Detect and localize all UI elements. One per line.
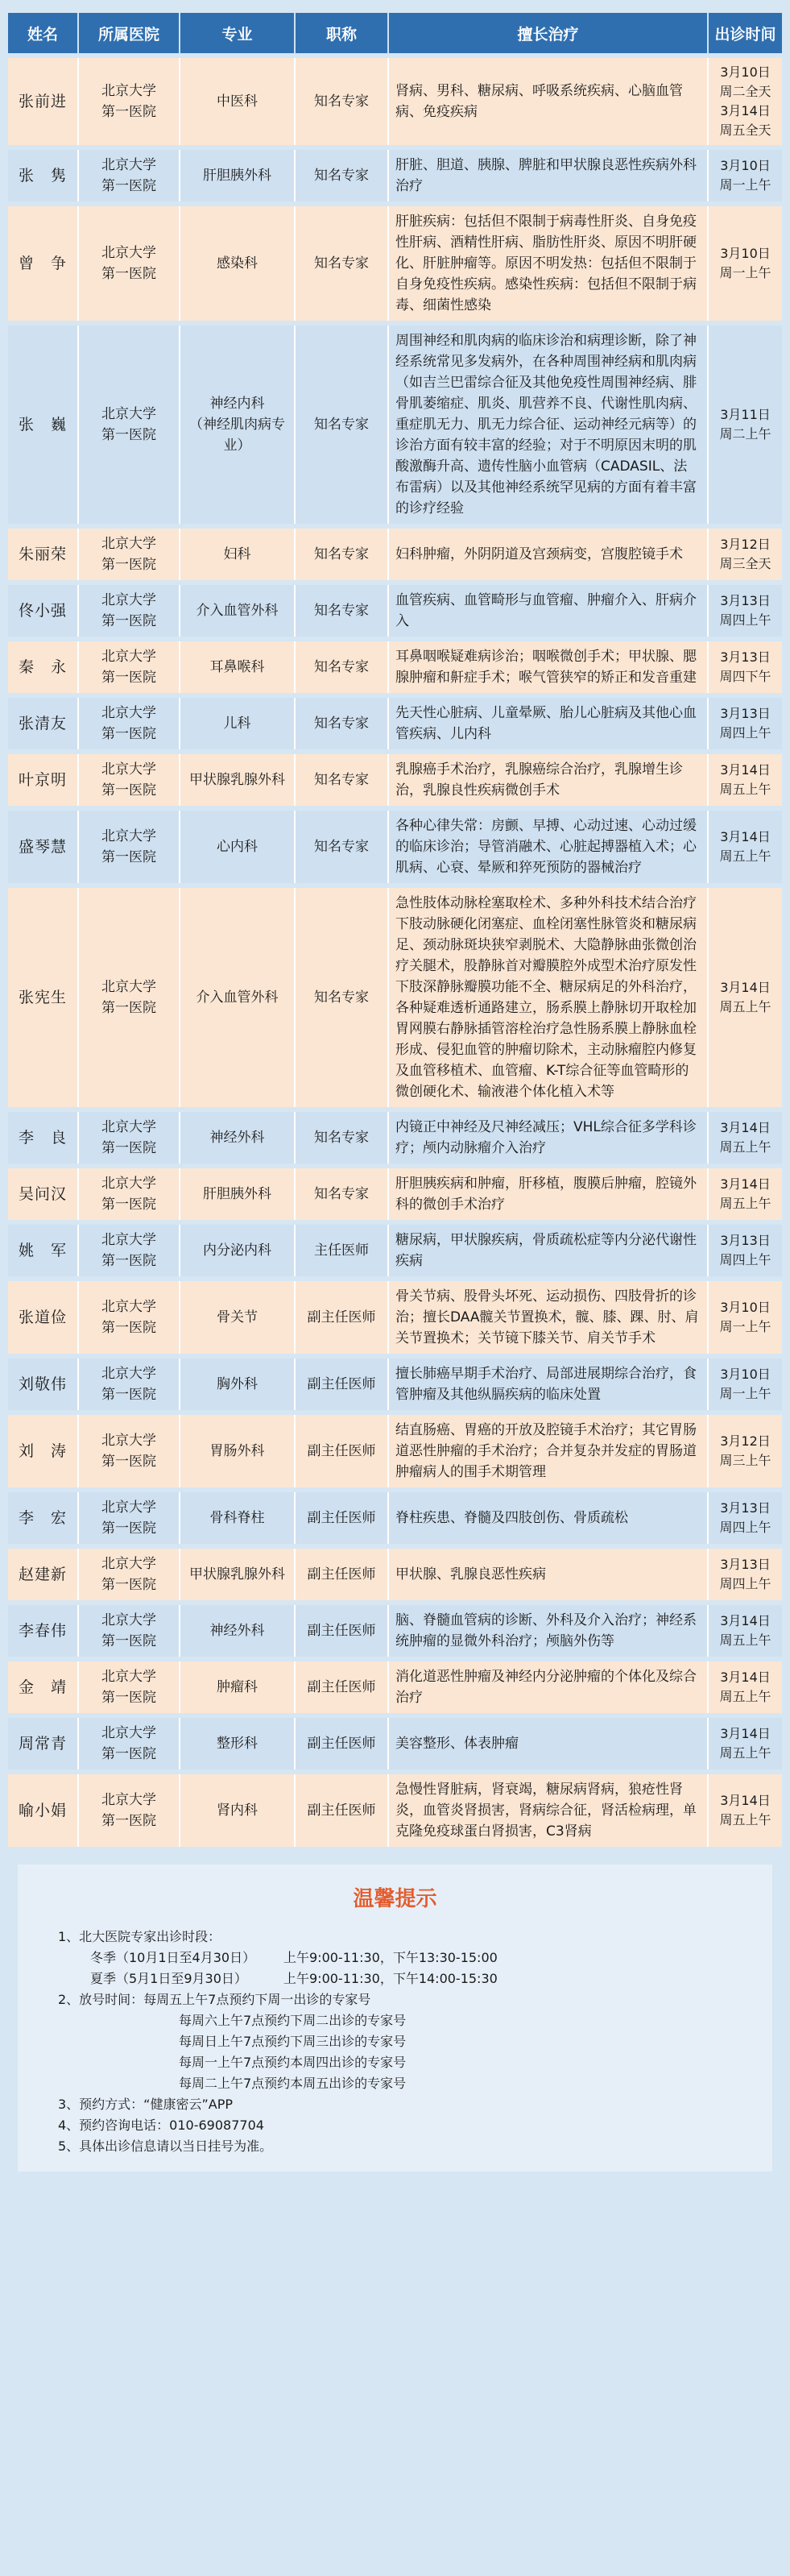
job-title: 主任医师 xyxy=(294,1225,387,1276)
table-row xyxy=(8,1774,782,1847)
specialty-text: 甲状腺、乳腺良恶性疾病 xyxy=(387,1549,707,1600)
clinic-time: 3月10日 周一上午 xyxy=(707,206,782,321)
specialty-text: 先天性心脏病、儿童晕厥、胎儿心脏病及其他心血管疾病、儿内科 xyxy=(387,698,707,749)
department: 肾内科 xyxy=(179,1774,294,1847)
notice-summer-hours xyxy=(58,1968,732,1989)
specialty-text: 肝胆胰疾病和肿瘤，肝移植，腹膜后肿瘤，腔镜外科的微创手术治疗 xyxy=(387,1168,707,1220)
table-row xyxy=(8,811,782,883)
department: 整形科 xyxy=(179,1718,294,1769)
notice-item-3: 3、预约方式：“健康密云”APP xyxy=(58,2097,234,2112)
doctor-name: 刘敬伟 xyxy=(8,1359,77,1410)
notice-item-2-line: 每周一上午7点预约本周四出诊的专家号 xyxy=(179,2055,407,2070)
clinic-time: 3月14日 周五上午 xyxy=(707,1605,782,1657)
clinic-time: 3月14日 周五上午 xyxy=(707,1661,782,1713)
doctor-name: 张 隽 xyxy=(8,150,77,201)
doctor-name: 姚 军 xyxy=(8,1225,77,1276)
hospital-name: 北京大学 第一医院 xyxy=(77,698,179,749)
department: 骨科脊柱 xyxy=(179,1492,294,1544)
job-title: 知名专家 xyxy=(294,529,387,580)
table-row xyxy=(8,206,782,321)
clinic-time: 3月10日 周一上午 xyxy=(707,150,782,201)
clinic-time: 3月13日 周四上午 xyxy=(707,698,782,749)
specialty-text: 擅长肺癌早期手术治疗、局部进展期综合治疗，食管肿瘤及其他纵膈疾病的临床处置 xyxy=(387,1359,707,1410)
header-department: 专业 xyxy=(179,13,294,53)
clinic-time: 3月12日 周三上午 xyxy=(707,1415,782,1487)
job-title: 副主任医师 xyxy=(294,1549,387,1600)
table-row xyxy=(8,1605,782,1657)
doctor-name: 李 宏 xyxy=(8,1492,77,1544)
table-row xyxy=(8,58,782,145)
table-row xyxy=(8,1112,782,1164)
winter-season: 冬季（10月1日至4月30日） xyxy=(90,1950,256,1965)
header-specialty: 擅长治疗 xyxy=(387,13,707,53)
doctor-name: 李 良 xyxy=(8,1112,77,1164)
hospital-name: 北京大学 第一医院 xyxy=(77,754,179,806)
department: 中医科 xyxy=(179,58,294,145)
doctor-name: 张道俭 xyxy=(8,1281,77,1354)
clinic-time: 3月11日 周二上午 xyxy=(707,326,782,524)
table-row xyxy=(8,1225,782,1276)
table-body xyxy=(8,58,782,1847)
doctor-name: 吴问汉 xyxy=(8,1168,77,1220)
department: 胸外科 xyxy=(179,1359,294,1410)
department: 介入血管外科 xyxy=(179,585,294,637)
department: 神经内科 （神经肌肉病专业） xyxy=(179,326,294,524)
department: 甲状腺乳腺外科 xyxy=(179,1549,294,1600)
hospital-name: 北京大学 第一医院 xyxy=(77,1718,179,1769)
clinic-time: 3月10日 周一上午 xyxy=(707,1359,782,1410)
doctor-name: 喻小娟 xyxy=(8,1774,77,1847)
clinic-time: 3月13日 周四上午 xyxy=(707,585,782,637)
hospital-name: 北京大学 第一医院 xyxy=(77,811,179,883)
doctor-name: 金 靖 xyxy=(8,1661,77,1713)
table-row xyxy=(8,150,782,201)
job-title: 副主任医师 xyxy=(294,1718,387,1769)
hospital-name: 北京大学 第一医院 xyxy=(77,1492,179,1544)
hospital-name: 北京大学 第一医院 xyxy=(77,1661,179,1713)
job-title: 知名专家 xyxy=(294,811,387,883)
specialty-text: 血管疾病、血管畸形与血管瘤、肿瘤介入、肝病介入 xyxy=(387,585,707,637)
hospital-name: 北京大学 第一医院 xyxy=(77,58,179,145)
notice-item-2-line: 每周六上午7点预约下周二出诊的专家号 xyxy=(179,2013,407,2028)
doctor-name: 周常青 xyxy=(8,1718,77,1769)
specialty-text: 乳腺癌手术治疗，乳腺癌综合治疗，乳腺增生诊治，乳腺良性疾病微创手术 xyxy=(387,754,707,806)
department: 胃肠外科 xyxy=(179,1415,294,1487)
clinic-time: 3月13日 周四上午 xyxy=(707,1492,782,1544)
summer-hours: 上午9:00-11:30，下午14:00-15:30 xyxy=(283,1971,498,1986)
table-row xyxy=(8,641,782,693)
clinic-time: 3月14日 周五上午 xyxy=(707,1168,782,1220)
hospital-name: 北京大学 第一医院 xyxy=(77,1281,179,1354)
specialty-text: 脊柱疾患、脊髓及四肢创伤、骨质疏松 xyxy=(387,1492,707,1544)
clinic-time: 3月13日 周四下午 xyxy=(707,641,782,693)
table-row xyxy=(8,1359,782,1410)
header-title: 职称 xyxy=(294,13,387,53)
specialty-text: 骨关节病、股骨头坏死、运动损伤、四肢骨折的诊治；擅长DAA髋关节置换术，髋、膝、踝、肘、肩关节置换术；关节镜下膝关节、肩关节手术 xyxy=(387,1281,707,1354)
doctor-name: 张前进 xyxy=(8,58,77,145)
table-row xyxy=(8,888,782,1107)
doctor-name: 秦 永 xyxy=(8,641,77,693)
department: 神经外科 xyxy=(179,1112,294,1164)
doctor-name: 佟小强 xyxy=(8,585,77,637)
job-title: 知名专家 xyxy=(294,698,387,749)
winter-hours: 上午9:00-11:30，下午13:30-15:00 xyxy=(283,1950,498,1965)
department: 耳鼻喉科 xyxy=(179,641,294,693)
header-hospital: 所属医院 xyxy=(77,13,179,53)
clinic-time: 3月10日 周二全天 3月14日 周五全天 xyxy=(707,58,782,145)
clinic-time: 3月12日 周三全天 xyxy=(707,529,782,580)
department: 甲状腺乳腺外科 xyxy=(179,754,294,806)
table-row xyxy=(8,326,782,524)
table-row xyxy=(8,1492,782,1544)
schedule-table xyxy=(8,8,782,1852)
table-row xyxy=(8,1549,782,1600)
table-row xyxy=(8,754,782,806)
job-title: 知名专家 xyxy=(294,585,387,637)
job-title: 副主任医师 xyxy=(294,1281,387,1354)
notice-item-2: 2、放号时间：每周五上午7点预约下周一出诊的专家号 xyxy=(58,1992,371,2007)
doctor-name: 赵建新 xyxy=(8,1549,77,1600)
doctor-name: 盛琴慧 xyxy=(8,811,77,883)
department: 介入血管外科 xyxy=(179,888,294,1107)
hospital-name: 北京大学 第一医院 xyxy=(77,1605,179,1657)
job-title: 知名专家 xyxy=(294,888,387,1107)
clinic-time: 3月14日 周五上午 xyxy=(707,1112,782,1164)
clinic-time: 3月14日 周五上午 xyxy=(707,811,782,883)
doctor-name: 张宪生 xyxy=(8,888,77,1107)
doctor-name: 张清友 xyxy=(8,698,77,749)
hospital-name: 北京大学 第一医院 xyxy=(77,1415,179,1487)
department: 妇科 xyxy=(179,529,294,580)
clinic-time: 3月14日 周五上午 xyxy=(707,1718,782,1769)
hospital-name: 北京大学 第一医院 xyxy=(77,326,179,524)
specialty-text: 结直肠癌、胃癌的开放及腔镜手术治疗；其它胃肠道恶性肿瘤的手术治疗；合并复杂并发症的胃肠道肿瘤病人的围手术期管理 xyxy=(387,1415,707,1487)
job-title: 知名专家 xyxy=(294,326,387,524)
clinic-time: 3月14日 周五上午 xyxy=(707,888,782,1107)
table-row xyxy=(8,1661,782,1713)
notice-title: 温馨提示 xyxy=(353,1887,437,1911)
specialty-text: 耳鼻咽喉疑难病诊治；咽喉微创手术；甲状腺、腮腺肿瘤和鼾症手术；喉气管狭窄的矫正和发音重建 xyxy=(387,641,707,693)
hospital-name: 北京大学 第一医院 xyxy=(77,1549,179,1600)
specialty-text: 妇科肿瘤，外阴阴道及宫颈病变，宫腹腔镜手术 xyxy=(387,529,707,580)
clinic-time: 3月13日 周四上午 xyxy=(707,1549,782,1600)
hospital-name: 北京大学 第一医院 xyxy=(77,1112,179,1164)
clinic-time: 3月14日 周五上午 xyxy=(707,1774,782,1847)
job-title: 副主任医师 xyxy=(294,1661,387,1713)
specialty-text: 肝脏疾病：包括但不限制于病毒性肝炎、自身免疫性肝病、酒精性肝病、脂肪性肝炎、原因不明肝硬化、肝脏肿瘤等。原因不明发热：包括但不限制于自身免疫性疾病。感染性疾病：包括但不限制于病毒、细菌性感染 xyxy=(387,206,707,321)
hospital-name: 北京大学 第一医院 xyxy=(77,206,179,321)
doctor-name: 李春伟 xyxy=(8,1605,77,1657)
specialty-text: 肾病、男科、糖尿病、呼吸系统疾病、心脑血管病、免疫疾病 xyxy=(387,58,707,145)
specialty-text: 周围神经和肌肉病的临床诊治和病理诊断，除了神经系统常见多发病外，在各种周围神经病和肌肉病（如吉兰巴雷综合征及其他免疫性周围神经病、腓骨肌萎缩症、肌炎、肌营养不良、代谢性肌肉病、重症肌无力、肌无力综合征、运动神经元病等）的诊治方面有较丰富的经验；对于不明原因末明的肌酸激酶升高、遗传性脑小血管病（CADASIL、法布雷病）以及其他神经系统罕见病的方面有着丰富的诊疗经验 xyxy=(387,326,707,524)
notice-item-5: 5、具体出诊信息请以当日挂号为准。 xyxy=(58,2138,273,2154)
notice-item-4: 4、预约咨询电话：010-69087704 xyxy=(58,2118,264,2133)
summer-season: 夏季（5月1日至9月30日） xyxy=(90,1971,247,1986)
notice-winter-hours xyxy=(58,1948,732,1968)
department: 肝胆胰外科 xyxy=(179,1168,294,1220)
doctor-name: 刘 涛 xyxy=(8,1415,77,1487)
header-name: 姓名 xyxy=(8,13,77,53)
job-title: 副主任医师 xyxy=(294,1774,387,1847)
header-time: 出诊时间 xyxy=(707,13,782,53)
department: 肝胆胰外科 xyxy=(179,150,294,201)
hospital-name: 北京大学 第一医院 xyxy=(77,641,179,693)
doctor-name: 叶京明 xyxy=(8,754,77,806)
job-title: 知名专家 xyxy=(294,150,387,201)
table-row xyxy=(8,1718,782,1769)
department: 感染科 xyxy=(179,206,294,321)
specialty-text: 各种心律失常：房颤、早搏、心动过速、心动过缓的临床诊治；导管消融术、心脏起搏器植入术；心肌病、心衰、晕厥和猝死预防的器械治疗 xyxy=(387,811,707,883)
job-title: 副主任医师 xyxy=(294,1492,387,1544)
hospital-name: 北京大学 第一医院 xyxy=(77,1225,179,1276)
specialty-text: 美容整形、体表肿瘤 xyxy=(387,1718,707,1769)
doctor-name: 曾 争 xyxy=(8,206,77,321)
doctor-name: 张 巍 xyxy=(8,326,77,524)
department: 儿科 xyxy=(179,698,294,749)
specialty-text: 内镜正中神经及尺神经减压；VHL综合征多学科诊疗；颅内动脉瘤介入治疗 xyxy=(387,1112,707,1164)
job-title: 副主任医师 xyxy=(294,1359,387,1410)
doctor-name: 朱丽荣 xyxy=(8,529,77,580)
table-row xyxy=(8,1168,782,1220)
hospital-name: 北京大学 第一医院 xyxy=(77,150,179,201)
notice-item-2-line: 每周日上午7点预约下周三出诊的专家号 xyxy=(179,2034,407,2049)
specialty-text: 急慢性肾脏病，肾衰竭，糖尿病肾病，狼疮性肾炎，血管炎肾损害，肾病综合征，肾活检病理，单克隆免疫球蛋白肾损害，C3肾病 xyxy=(387,1774,707,1847)
job-title: 知名专家 xyxy=(294,206,387,321)
hospital-name: 北京大学 第一医院 xyxy=(77,585,179,637)
job-title: 知名专家 xyxy=(294,754,387,806)
notice-item-1: 1、北大医院专家出诊时段： xyxy=(58,1929,221,1944)
hospital-name: 北京大学 第一医院 xyxy=(77,888,179,1107)
table-row xyxy=(8,698,782,749)
job-title: 知名专家 xyxy=(294,1112,387,1164)
specialty-text: 急性肢体动脉栓塞取栓术、多种外科技术结合治疗下肢动脉硬化闭塞症、血栓闭塞性脉管炎和糖尿病足、颈动脉斑块狭窄剥脱术、大隐静脉曲张微创治疗关腿术，股静脉首对瓣膜腔外成型术治疗原发性下肢深静脉瓣膜功能不全、糖尿病足的外科治疗，各种疑难透析通路建立，肠系膜上静脉切开取栓加胃网膜右静脉插管溶栓治疗急性肠系膜上静脉血栓形成、侵犯血管的肿瘤切除术，主动脉瘤腔内修复及血管移植术、血管瘤、K-T综合征等血管畸形的微创硬化术、输液港个体化植入术等 xyxy=(387,888,707,1107)
table-row xyxy=(8,529,782,580)
table-row xyxy=(8,585,782,637)
department: 肿瘤科 xyxy=(179,1661,294,1713)
specialty-text: 消化道恶性肿瘤及神经内分泌肿瘤的个体化及综合治疗 xyxy=(387,1661,707,1713)
table-row xyxy=(8,1281,782,1354)
hospital-name: 北京大学 第一医院 xyxy=(77,1168,179,1220)
job-title: 知名专家 xyxy=(294,58,387,145)
job-title: 副主任医师 xyxy=(294,1605,387,1657)
clinic-time: 3月14日 周五上午 xyxy=(707,754,782,806)
table-header xyxy=(8,13,782,53)
job-title: 副主任医师 xyxy=(294,1415,387,1487)
table-row xyxy=(8,1415,782,1487)
job-title: 知名专家 xyxy=(294,1168,387,1220)
department: 骨关节 xyxy=(179,1281,294,1354)
notice-box xyxy=(18,1865,772,2172)
hospital-name: 北京大学 第一医院 xyxy=(77,529,179,580)
specialty-text: 脑、脊髓血管病的诊断、外科及介入治疗；神经系统肿瘤的显微外科治疗；颅脑外伤等 xyxy=(387,1605,707,1657)
clinic-time: 3月10日 周一上午 xyxy=(707,1281,782,1354)
job-title: 知名专家 xyxy=(294,641,387,693)
department: 内分泌内科 xyxy=(179,1225,294,1276)
department: 心内科 xyxy=(179,811,294,883)
notice-item-2-line: 每周二上午7点预约本周五出诊的专家号 xyxy=(179,2076,407,2091)
hospital-name: 北京大学 第一医院 xyxy=(77,1359,179,1410)
hospital-name: 北京大学 第一医院 xyxy=(77,1774,179,1847)
specialty-text: 糖尿病，甲状腺疾病，骨质疏松症等内分泌代谢性疾病 xyxy=(387,1225,707,1276)
clinic-time: 3月13日 周四上午 xyxy=(707,1225,782,1276)
department: 神经外科 xyxy=(179,1605,294,1657)
specialty-text: 肝脏、胆道、胰腺、脾脏和甲状腺良恶性疾病外科治疗 xyxy=(387,150,707,201)
